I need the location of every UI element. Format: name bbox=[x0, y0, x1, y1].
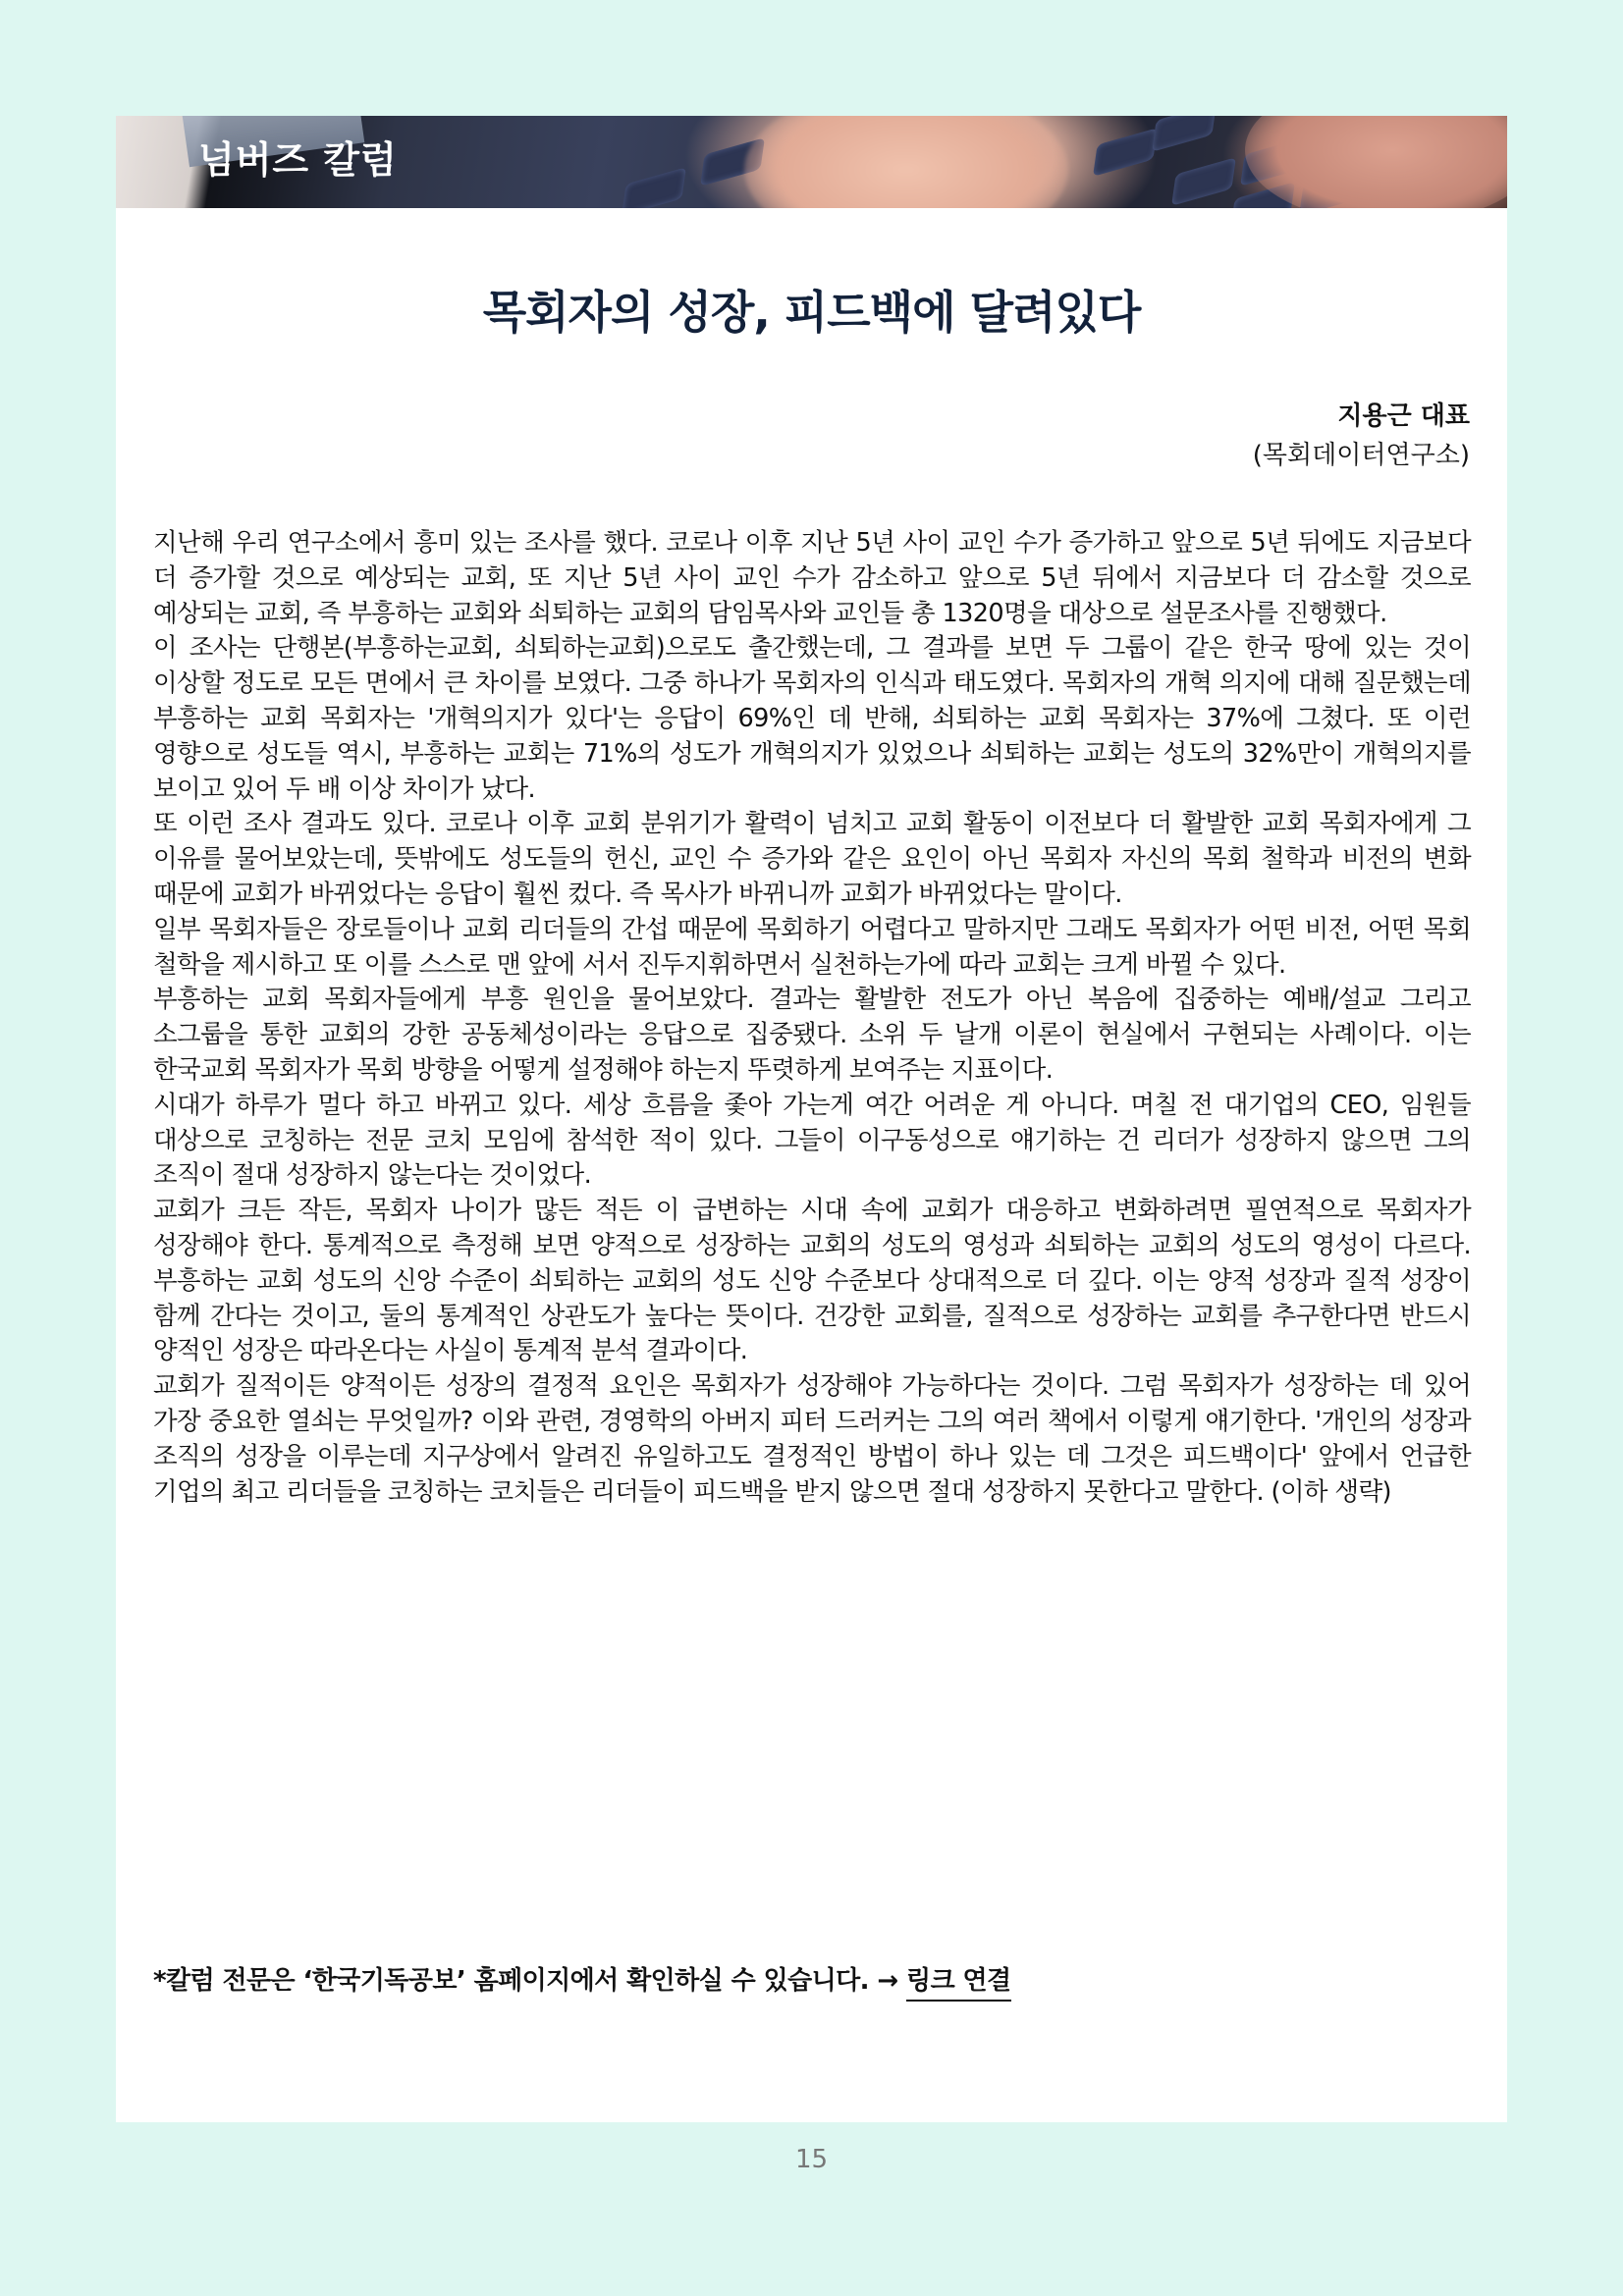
article-title: 목회자의 성장, 피드백에 달려있다 bbox=[482, 286, 1141, 339]
article-paragraph: 일부 목회자들은 장로들이나 교회 리더들의 간섭 때문에 목회하기 어렵다고 말하지만 그래도 목회자가 어떤 비전, 어떤 목회 철학을 제시하고 또 이를 스스로 맨 앞에 서서 진두지휘하면서 실천하는가에 따라 교회는 크게 바뀔 수 있다. bbox=[153, 914, 1471, 980]
article-paragraph: 지난해 우리 연구소에서 흥미 있는 조사를 했다. 코로나 이후 지난 5년 사이 교인 수가 증가하고 앞으로 5년 뒤에도 지금보다 더 증가할 것으로 예상되는 교회, 또 지난 5년 사이 교인 수가 감소하고 앞으로 5년 뒤에서 지금보다 더 감소할 것으로 예상되는 교회, 즉 부흥하는 교회와 쇠퇴하는 교회의 담임목사와 교인들 총 1320명을 대상으로 설문조사를 진행했다. bbox=[153, 528, 1471, 628]
full-column-link[interactable]: 링크 연결 bbox=[906, 1966, 1011, 2002]
footnote bbox=[153, 1961, 1011, 2001]
section-title: 넘버즈 칼럼 bbox=[198, 138, 398, 182]
column-banner bbox=[116, 116, 1507, 208]
article-paragraph: 또 이런 조사 결과도 있다. 코로나 이후 교회 분위기가 활력이 넘치고 교회 활동이 이전보다 더 활발한 교회 목회자에게 그 이유를 물어보았는데, 뜻밖에도 성도들의 헌신, 교인 수 증가와 같은 요인이 아닌 목회자 자신의 목회 철학과 비전의 변화 때문에 교회가 바뀌었다는 응답이 훨씬 컸다. 즉 목사가 바뀌니까 교회가 바뀌었다는 말이다. bbox=[153, 809, 1471, 909]
banner-image-hand bbox=[744, 116, 1068, 208]
article-paragraph: 시대가 하루가 멀다 하고 바뀌고 있다. 세상 흐름을 좇아 가는게 여간 어려운 게 아니다. 며칠 전 대기업의 CEO, 임원들 대상으로 코칭하는 전문 코치 모임에 참석한 적이 있다. 그들이 이구동성으로 얘기하는 건 리더가 성장하지 않으면 그의 조직이 절대 성장하지 않는다는 것이었다. bbox=[153, 1090, 1471, 1191]
banner-image-hand bbox=[1245, 116, 1507, 208]
article-paragraph: 교회가 질적이든 양적이든 성장의 결정적 요인은 목회자가 성장해야 가능하다는 것이다. 그럼 목회자가 성장하는 데 있어 가장 중요한 열쇠는 무엇일까? 이와 관련, 경영학의 아버지 피터 드러커는 그의 여러 책에서 이렇게 얘기한다. '개인의 성장과 조직의 성장을 이루는데 지구상에서 알려진 유일하고도 결정적인 방법이 하나 있는 데 그것은 피드백이다' 앞에서 언급한 기업의 최고 리더들을 코칭하는 코치들은 리더들이 피드백을 받지 않으면 절대 성장하지 못한다고 말한다. (이하 생략) bbox=[153, 1371, 1471, 1507]
banner-image-key bbox=[1171, 157, 1236, 206]
banner-image-key bbox=[1152, 116, 1217, 152]
author-organization: (목회데이터연구소) bbox=[1252, 441, 1470, 470]
author-name: 지용근 대표 bbox=[1337, 401, 1470, 431]
page-number: 15 bbox=[794, 2145, 829, 2174]
article-paragraph: 교회가 크든 작든, 목회자 나이가 많든 적든 이 급변하는 시대 속에 교회가 대응하고 변화하려면 필연적으로 목회자가 성장해야 한다. 통계적으로 측정해 보면 양적으로 성장하는 교회의 성도의 영성과 쇠퇴하는 교회의 성도의 영성이 다르다. 부흥하는 교회 성도의 신앙 수준이 쇠퇴하는 교회의 성도 신앙 수준보다 상대적으로 더 깊다. 이는 양적 성장과 질적 성장이 함께 간다는 것이고, 둘의 통계적인 상관도가 높다는 뜻이다. 건강한 교회를, 질적으로 성장하는 교회를 추구한다면 반드시 양적인 성장은 따라온다는 사실이 통계적 분석 결과이다. bbox=[153, 1196, 1471, 1366]
article-paragraph: 이 조사는 단행본(부흥하는교회, 쇠퇴하는교회)으로도 출간했는데, 그 결과를 보면 두 그룹이 같은 한국 땅에 있는 것이 이상할 정도로 모든 면에서 큰 차이를 보였다. 그중 하나가 목회자의 인식과 태도였다. 목회자의 개혁 의지에 대해 질문했는데 부흥하는 교회 목회자는 '개혁의지가 있다'는 응답이 69%인 데 반해, 쇠퇴하는 교회 목회자는 37%에 그쳤다. 또 이런 영향으로 성도들 역시, 부흥하는 교회는 71%의 성도가 개혁의지가 있었으나 쇠퇴하는 교회는 성도의 32%만이 개혁의지를 보이고 있어 두 배 이상 차이가 났다. bbox=[153, 633, 1471, 804]
article-body bbox=[153, 526, 1471, 1510]
byline bbox=[1253, 397, 1470, 475]
article-paragraph: 부흥하는 교회 목회자들에게 부흥 원인을 물어보았다. 결과는 활발한 전도가 아닌 복음에 집중하는 예배/설교 그리고 소그룹을 통한 교회의 강한 공동체성이라는 응답으로 집중됐다. 소위 두 날개 이론이 현실에서 구현되는 사례이다. 이는 한국교회 목회자가 목회 방향을 어떻게 설정해야 하는지 뚜렷하게 보여주는 지표이다. bbox=[153, 985, 1471, 1085]
footnote-text: *칼럼 전문은 ‘한국기독공보’ 홈페이지에서 확인하실 수 있습니다. → bbox=[153, 1966, 907, 1996]
banner-image-key bbox=[1093, 128, 1158, 177]
page-card bbox=[116, 116, 1507, 2122]
banner-image-key bbox=[622, 167, 686, 208]
